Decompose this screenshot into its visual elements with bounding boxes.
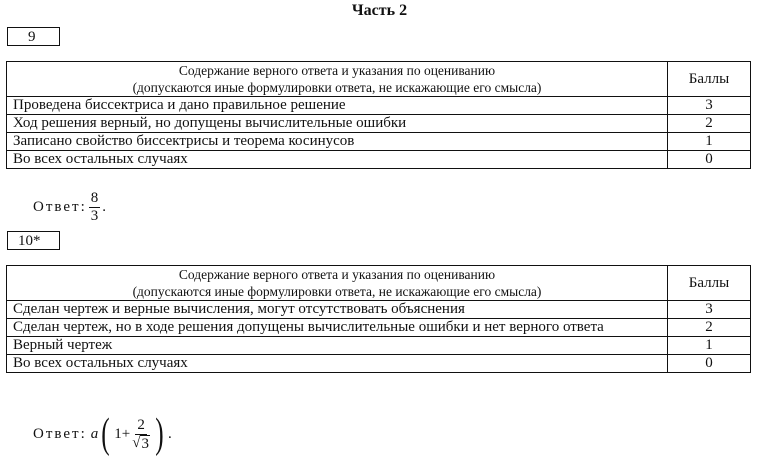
criterion-text: Ход решения верный, но допущены вычислительные ошибки [7, 115, 668, 133]
table-row [7, 301, 751, 319]
table-row [7, 319, 751, 337]
header-line-2: (допускаются иные формулировки ответа, не искажающие его смысла) [132, 284, 542, 299]
table-row [7, 133, 751, 151]
answer-open-paren: ( [101, 411, 112, 457]
answer-period: . [167, 425, 174, 442]
answer-fraction [132, 417, 150, 452]
page-title: Часть 2 [351, 2, 408, 19]
fraction-numerator: 8 [90, 190, 99, 206]
header-line-1: Содержание верного ответа и указания по оцениванию [178, 63, 496, 78]
header-score: Баллы [668, 62, 751, 97]
answer-9 [33, 190, 108, 225]
criterion-score: 1 [668, 133, 751, 151]
criterion-text: Во всех остальных случаях [7, 355, 668, 373]
table-header-row [7, 266, 751, 301]
sqrt-sign: √ [132, 434, 141, 451]
table-row [7, 355, 751, 373]
header-content [7, 266, 668, 301]
table-row [7, 97, 751, 115]
task-number-9: 9 [7, 27, 60, 46]
fraction-denominator [132, 435, 150, 452]
answer-one-plus: 1+ [114, 425, 131, 442]
grading-table-9 [6, 61, 751, 169]
criterion-score: 3 [668, 301, 751, 319]
answer-period: . [102, 199, 109, 215]
answer-variable: a [90, 425, 99, 442]
sqrt-radicand: 3 [141, 435, 149, 452]
criterion-score: 0 [668, 355, 751, 373]
fraction-numerator: 2 [137, 416, 145, 433]
criterion-text: Сделан чертеж, но в ходе решения допущены вычислительные ошибки и нет верного ответа [7, 319, 668, 337]
criterion-text: Во всех остальных случаях [7, 151, 668, 169]
answer-label: Ответ: [33, 425, 87, 442]
criterion-score: 2 [668, 319, 751, 337]
fraction-denominator: 3 [90, 208, 99, 224]
criterion-score: 1 [668, 337, 751, 355]
task-number-10: 10* [7, 231, 60, 250]
header-line-1: Содержание верного ответа и указания по оцениванию [178, 267, 496, 282]
criterion-text: Сделан чертеж и верные вычисления, могут отсутствовать объяснения [7, 301, 668, 319]
criterion-text: Записано свойство биссектрисы и теорема косинусов [7, 133, 668, 151]
table-row [7, 115, 751, 133]
criterion-score: 0 [668, 151, 751, 169]
answer-10 [33, 413, 174, 455]
answer-close-paren: ) [155, 411, 165, 457]
table-row [7, 151, 751, 169]
header-content [7, 62, 668, 97]
header-score: Баллы [668, 266, 751, 301]
answer-label: Ответ: [33, 199, 87, 215]
table-row [7, 337, 751, 355]
table-header-row [7, 62, 751, 97]
criterion-score: 3 [668, 97, 751, 115]
criterion-text: Верный чертеж [7, 337, 668, 355]
answer-fraction [89, 190, 101, 225]
criterion-score: 2 [668, 115, 751, 133]
header-line-2: (допускаются иные формулировки ответа, не искажающие его смысла) [132, 80, 542, 95]
criterion-text: Проведена биссектриса и дано правильное решение [7, 97, 668, 115]
grading-table-10 [6, 265, 751, 373]
